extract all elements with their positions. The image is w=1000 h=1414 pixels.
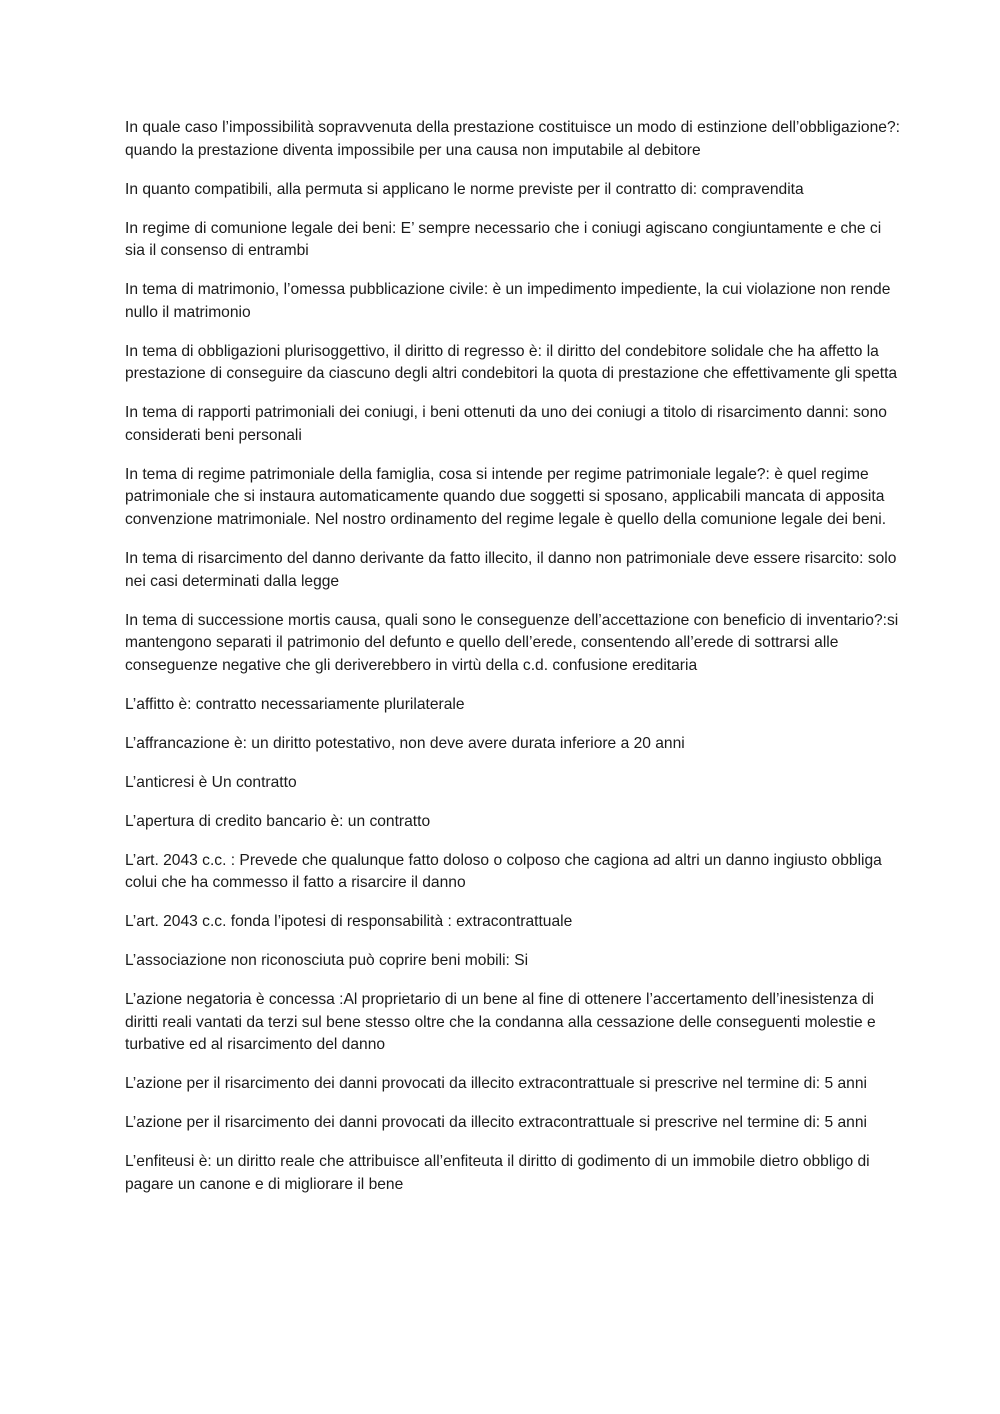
paragraph: L’affrancazione è: un diritto potestativo, non deve avere durata inferiore a 20 anni	[125, 734, 685, 752]
paragraph: In tema di matrimonio, l’omessa pubblicazione civile: è un impedimento impediente, la cui violazione non rende nullo il matrimonio	[125, 281, 891, 321]
paragraph: L’affitto è: contratto necessariamente plurilaterale	[125, 695, 465, 713]
paragraph: L’azione per il risarcimento dei danni provocati da illecito extracontrattuale si prescrive nel termine di: 5 anni	[125, 1075, 867, 1093]
paragraph: L’associazione non riconosciuta può coprire beni mobili: Si	[125, 952, 529, 970]
paragraph: L’enfiteusi è: un diritto reale che attribuisce all’enfiteuta il diritto di godimento di un immobile dietro obbligo di pagare un canone e di migliorare il bene	[125, 1153, 870, 1194]
paragraph: L’azione per il risarcimento dei danni provocati da illecito extracontrattuale si prescrive nel termine di: 5 anni	[125, 1114, 867, 1132]
paragraph: In tema di risarcimento del danno derivante da fatto illecito, il danno non patrimoniale deve essere risarcito: solo nei casi determinati dalla legge	[125, 550, 897, 590]
paragraph: In regime di comunione legale dei beni: E’ sempre necessario che i coniugi agiscano congiuntamente e che ci sia il consenso di entrambi	[125, 219, 882, 260]
paragraph: L’art. 2043 c.c. fonda l’ipotesi di responsabilità : extracontrattuale	[125, 913, 573, 931]
document-body	[125, 117, 905, 1213]
paragraph: L’azione negatoria è concessa :Al proprietario di un bene al fine di ottenere l’accertamento dell’inesistenza di diritti reali vantati da terzi sul bene stesso oltre che la condanna alla cessazione delle conseguenti molestie e turbative ed al risarcimento del danno	[125, 991, 876, 1054]
paragraph: In tema di successione mortis causa, quali sono le conseguenze dell’accettazione con beneficio di inventario?:si mantengono separati il patrimonio del defunto e quello dell’erede, consentendo all’erede di sottrarsi alle conseguenze negative che gli deriverebbero in virtù della c.d. confusione ereditaria	[125, 611, 899, 674]
paragraph: In tema di obbligazioni plurisoggettivo, il diritto di regresso è: il diritto del condebitore solidale che ha affetto la prestazione di conseguire da ciascuno degli altri condebitori la quota di prestazione che effettivamente gli spetta	[125, 342, 898, 383]
paragraph: L’apertura di credito bancario è: un contratto	[125, 812, 431, 830]
paragraph: In quale caso l’impossibilità sopravvenuta della prestazione costituisce un modo di estinzione dell’obbligazione?: quando la prestazione diventa impossibile per una causa non imputabile al debitore	[125, 119, 900, 159]
paragraph: L’anticresi è Un contratto	[125, 773, 297, 791]
paragraph: In tema di regime patrimoniale della famiglia, cosa si intende per regime patrimoniale legale?: è quel regime patrimoniale che si instaura automaticamente quando due soggetti si sposano, applicabili mancata di apposita convenzione matrimoniale. Nel nostro ordinamento del regime legale è quello della comunione legale dei beni.	[125, 465, 887, 529]
paragraph: In tema di rapporti patrimoniali dei coniugi, i beni ottenuti da uno dei coniugi a titolo di risarcimento danni: sono considerati beni personali	[125, 404, 887, 444]
paragraph: In quanto compatibili, alla permuta si applicano le norme previste per il contratto di: compravendita	[125, 180, 804, 198]
paragraph: L’art. 2043 c.c. : Prevede che qualunque fatto doloso o colposo che cagiona ad altri un danno ingiusto obbliga colui che ha commesso il fatto a risarcire il danno	[125, 851, 882, 892]
